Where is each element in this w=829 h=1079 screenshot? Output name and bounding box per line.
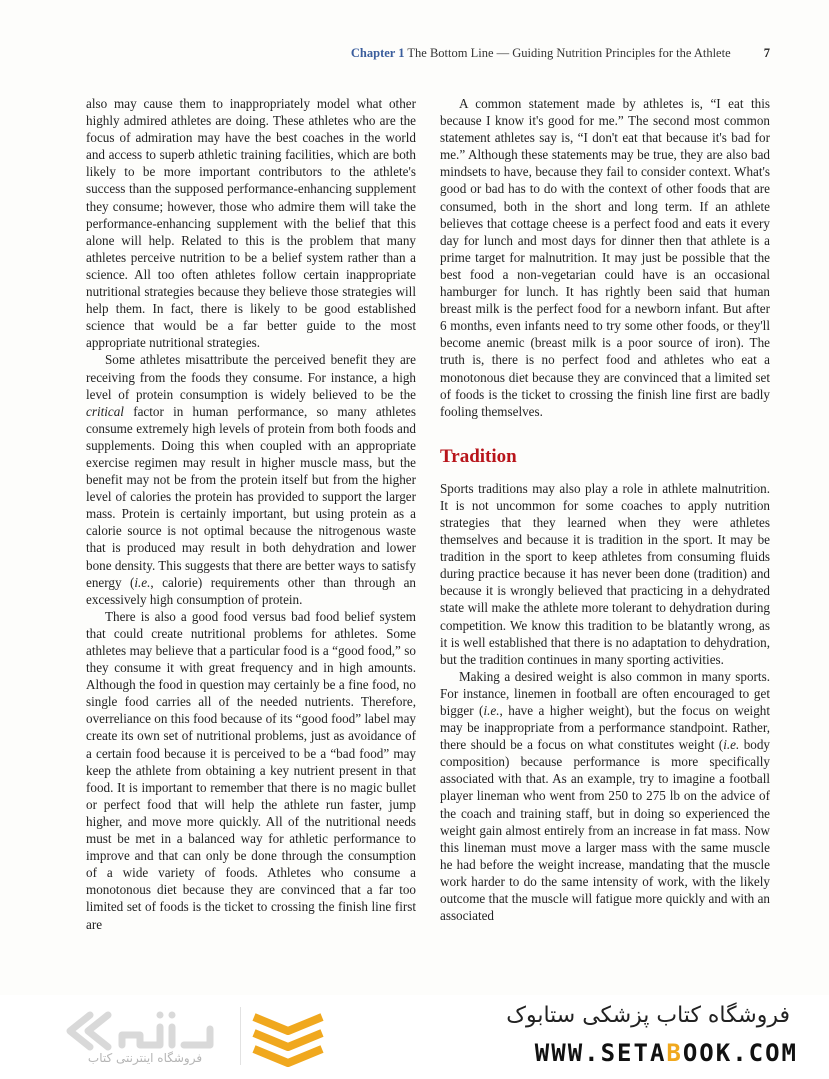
- italic-text: i.e.: [723, 737, 740, 753]
- section-heading: Tradition: [440, 445, 517, 467]
- paragraph: also may cause them to inappropriately model what other highly admired athletes are doing. These athletes who are the focus of admiration may have the best coaches in the world and access to superb athletic training facilities, which are both likely to be more important contributors to the athlete's success than the supposed performance-enhancing supplement they consume; however, those who admire them will take the performance-enhancing supplement with the belief that this alone will help. Related to this is the problem that many athletes perceive nutrition to be a belief system rather than a science. All too often athletes follow certain inappropriate nutritional strategies because they believe those strategies will help them. In fact, there is likely to be good established science that would be a far better guide to the most appropriate nutritional strategies.: [86, 96, 416, 351]
- text-run: , have a higher weight), but the focus on weight may be inappropriate from a performance standpoint. Rather, there should be a focus on what constitutes weight (: [440, 703, 770, 753]
- chapter-title: The Bottom Line — Guiding Nutrition Principles for the Athlete: [407, 46, 731, 60]
- url-part: OOK.COM: [682, 1039, 798, 1067]
- text-run: body composition) because performance is more specifically associated with that. As an example, try to imagine a football player lineman who went from 250 to 275 lb on the advice of the coach and training staff, but in doing so experienced the weight gain almost entirely from an increase in fat mass. Now this lineman must move a larger mass with the same muscle he had before the weight increase, mandating that the muscle work harder to do the same intensity of work, with the likely outcome that the muscle will fatigue more quickly and with an associated: [440, 737, 770, 924]
- right-column: [440, 95, 770, 924]
- chapter-label: Chapter 1: [350, 46, 405, 60]
- text-run: factor in human performance, so many athletes consume extremely high levels of protein from both foods and supplements. Doing this when coupled with an appropriate exercise regimen may result in higher muscle mass, but the benefit may not be from the protein itself but from the higher level of calories the protein has provided to support the larger mass. Protein is certainly important, but using protein as a calorie source is not optimal because the nitrogenous waste that is produced may result in both dehydration and lower bone density. This suggests that there are better ways to satisfy energy (: [86, 403, 416, 590]
- text-run: , calorie) requirements other than through an excessively high consumption of protein.: [86, 574, 416, 607]
- paragraph: A common statement made by athletes is, “I eat this because I know it's good for me.” The second most common statement athletes say is, “I don't eat that because it's bad for me.” Although these statements may be true, they are also bad mindsets to have, because they fail to consider context. What's good or bad has to do with the context of other foods that are consumed, both in the short and long term. If an athlete believes that cottage cheese is a perfect food and eats it every day for lunch and most days for dinner then that athlete is a prime target for malnutrition. It may just be possible that the best food a non-vegetarian could have is an occasional hamburger for lunch. It has rightly been said that human breast milk is the perfect food for a newborn infant. But after 6 months, even infants need to try some other foods, or they'll become anemic (breast milk is a poor source of iron). The truth is, there is no perfect food and athletes who eat a monotonous diet because they are convinced that a limited set of foods is the ticket to crossing the finish line first are badly fooling themselves.: [440, 96, 770, 419]
- paragraph: [440, 668, 770, 924]
- paragraph: There is also a good food versus bad food belief system that could create nutritional problems for athletes. Some athletes may believe that a particular food is a “good food,” so they consume it with great frequency and in high amounts. Although the food in question may certainly be a fine food, no single food carries all of the needed nutrients. Therefore, overreliance on this food because of its “good food” label may create its own set of nutritional problems, just as avoidance of a certain food because it is perceived to be a “bad food” may keep the athlete from obtaining a key nutrient present in that food. It is important to remember that there is no magic bullet or perfect food that will help the athlete run faster, jump higher, and move more quickly. All of the nutritional needs must be met in a balanced way for athletic performance to improve and that can only be done through the consumption of a wide variety of foods. Athletes who consume a monotonous diet because they are convinced that a far too limited set of foods is the ticket to crossing the finish line first are: [86, 608, 416, 932]
- italic-text: critical: [86, 403, 124, 419]
- running-head: [0, 46, 770, 61]
- paragraph: [86, 351, 416, 607]
- watermark-banner: [0, 995, 829, 1079]
- left-column: [86, 95, 416, 933]
- store-url: [428, 1039, 798, 1067]
- text-run: Making a desired weight is also common in many sports. For instance, linemen in football are often encouraged to get bigger (: [440, 668, 770, 718]
- url-highlight: B: [666, 1039, 683, 1067]
- italic-text: i.e.: [483, 703, 500, 718]
- url-part: WWW.SETA: [534, 1039, 667, 1067]
- logo-subtitle: فروشگاه اینترنتی کتاب: [87, 1051, 203, 1065]
- italic-text: i.e.: [134, 574, 151, 590]
- divider: [240, 1007, 241, 1065]
- page-number: 7: [763, 46, 770, 60]
- store-name: فروشگاه کتاب پزشکی ستابوک: [506, 1003, 790, 1028]
- chevron-stack-icon: [248, 1009, 328, 1069]
- paragraph: Sports traditions may also play a role in athlete malnutrition. It is not uncommon for some coaches to apply nutrition strategies that they learned when they were athletes themselves and because it is tradition in the sport. It may be tradition in the sport to keep athletes from consuming fluids during practice because it has never been done (tradition) and because it is wrongly believed that practicing in a dehydrated state will make the athlete more tolerant to dehydration during competition. We know this tradition to be blatantly wrong, as it is well established that there is no adaptation to dehydration, but the tradition continues in many sporting activities.: [440, 480, 770, 667]
- text-run: Some athletes misattribute the perceived benefit they are receiving from the foods they consume. For instance, a high level of protein consumption is widely believed to be the: [86, 352, 416, 402]
